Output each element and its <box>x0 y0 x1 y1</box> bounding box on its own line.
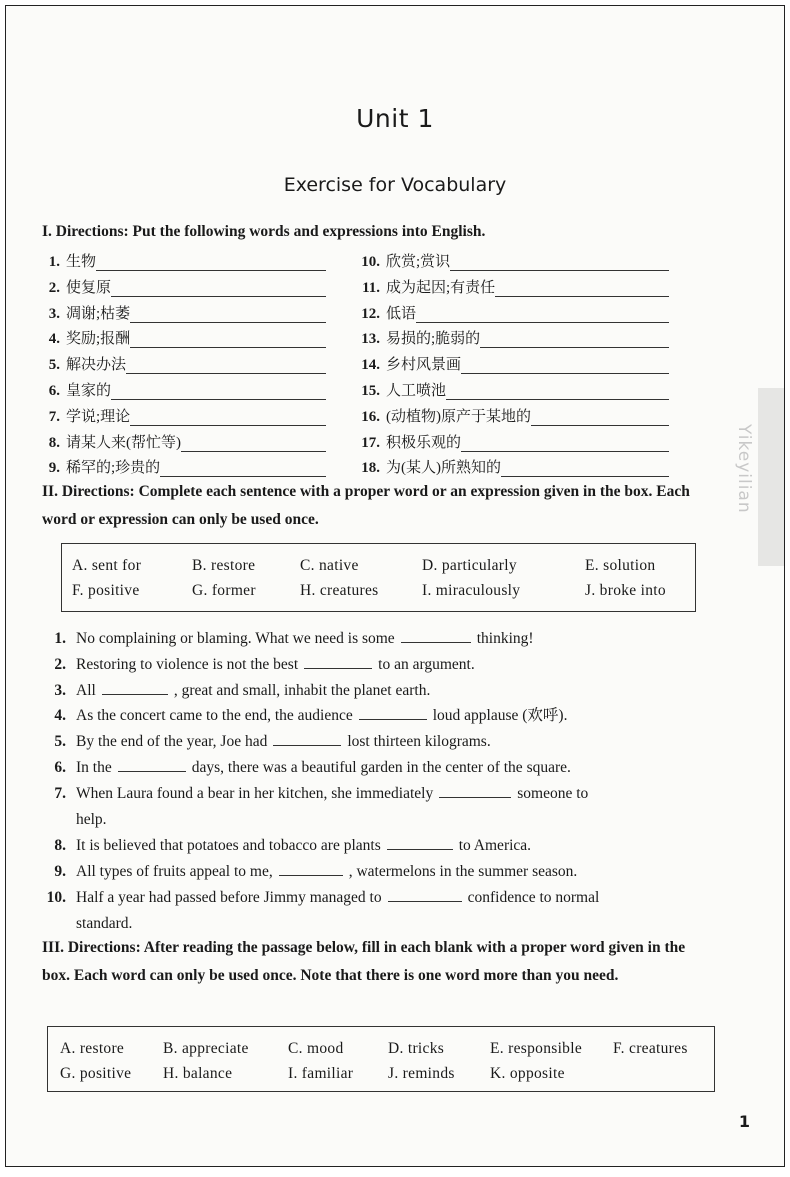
answer-blank[interactable] <box>160 462 326 477</box>
sentence <box>42 729 722 755</box>
sentence-text: By the end of the year, Joe had <box>76 733 268 751</box>
item-number: 4. <box>48 331 60 348</box>
word-option: G. positive <box>60 1065 132 1082</box>
section3-directions: III. Directions: After reading the passage below, fill in each blank with a proper word given in the box. Each word can only be used once. Note that there is one word more than you need. <box>42 939 686 984</box>
item-text: 乡村风景画 <box>386 357 462 374</box>
sentence-text: thinking! <box>476 630 534 647</box>
vocab-item <box>42 249 326 271</box>
sentence-text: confidence to normal <box>467 888 600 906</box>
word-option: F. positive <box>72 582 140 599</box>
vocab-item <box>42 404 326 426</box>
sentence <box>42 652 722 678</box>
item-text: 解决办法 <box>66 357 127 374</box>
word-option: D. tricks <box>388 1040 445 1057</box>
sentence-text: It is believed that potatoes and tobacco are plants <box>76 837 381 855</box>
item-number: 17. <box>361 434 380 451</box>
sentence-text: to an argument. <box>378 655 475 673</box>
sentence-number: 5. <box>54 733 66 751</box>
item-number: 7. <box>48 408 60 425</box>
sentence-text: As the concert came to the end, the audience <box>76 707 353 725</box>
item-text: 欣赏;赏识 <box>386 254 451 270</box>
sentence-text: to America. <box>458 837 532 855</box>
item-number: 18. <box>361 460 380 477</box>
sentence-text: All <box>76 681 96 699</box>
answer-blank[interactable] <box>416 308 669 323</box>
answer-blank[interactable] <box>279 861 343 876</box>
sentence-text: days, there was a beautiful garden in the center of the square. <box>191 759 571 776</box>
vocab-item <box>356 352 669 374</box>
item-number: 14. <box>361 357 380 374</box>
answer-blank[interactable] <box>450 256 669 271</box>
item-number: 3. <box>48 305 60 322</box>
side-tab <box>758 388 784 566</box>
answer-blank[interactable] <box>102 680 168 695</box>
unit-title: Unit 1 <box>356 104 434 133</box>
sentence <box>42 755 722 781</box>
item-text: 奖励;报酬 <box>66 331 131 348</box>
sentence <box>42 626 722 652</box>
item-number: 9. <box>48 460 60 477</box>
sentence-text: No complaining or blaming. What we need is some <box>76 630 395 647</box>
vocab-item <box>356 326 669 348</box>
item-text: 易损的;脆弱的 <box>386 331 481 348</box>
word-option: C. mood <box>288 1040 344 1057</box>
vocab-item <box>42 301 326 323</box>
vocab-item <box>42 430 326 452</box>
word-box-section2 <box>61 543 696 612</box>
word-option: H. balance <box>163 1065 233 1082</box>
vocab-item <box>356 378 669 400</box>
item-text: 生物 <box>66 254 97 270</box>
answer-blank[interactable] <box>387 835 453 850</box>
item-text: 稀罕的;珍贵的 <box>66 460 161 477</box>
vocab-item <box>42 455 326 477</box>
sentence-text: Half a year had passed before Jimmy managed to <box>76 888 382 906</box>
vocab-item <box>42 378 326 400</box>
exercise-title: Exercise for Vocabulary <box>283 174 507 196</box>
answer-blank[interactable] <box>273 731 341 746</box>
item-number: 16. <box>361 408 380 425</box>
item-number: 15. <box>361 383 380 399</box>
sentence-number: 2. <box>54 655 66 673</box>
word-option: F. creatures <box>613 1040 688 1057</box>
item-text: 人工喷池 <box>386 383 447 399</box>
item-text: 凋谢;枯萎 <box>66 305 131 322</box>
sentence <box>42 833 722 859</box>
item-text: 学说;理论 <box>66 408 131 425</box>
item-number: 6. <box>48 383 60 399</box>
vocab-item <box>356 275 669 297</box>
sentence-text: In the <box>76 759 112 776</box>
sentence-text: Restoring to violence is not the best <box>76 655 299 673</box>
answer-blank[interactable] <box>501 462 669 477</box>
sentence <box>42 703 722 729</box>
vocab-item <box>356 301 669 323</box>
item-number: 11. <box>362 279 380 296</box>
section2-directions: II. Directions: Complete each sentence with a proper word or an expression given in the box. Each word or expression can only be used once. <box>42 483 690 528</box>
sentence-number: 7. <box>54 784 66 802</box>
sentence <box>42 859 722 885</box>
answer-blank[interactable] <box>118 757 186 772</box>
sentence-continuation: standard. <box>76 914 133 932</box>
sentence-text: , great and small, inhabit the planet earth. <box>173 681 431 699</box>
vocab-item <box>42 275 326 297</box>
sentence-text: lost thirteen kilograms. <box>347 733 491 751</box>
vocab-item <box>42 352 326 374</box>
word-option: E. responsible <box>490 1040 583 1057</box>
sentence-text: someone to <box>517 784 589 802</box>
item-text: 成为起因;有责任 <box>386 279 496 296</box>
word-option: B. restore <box>192 557 256 574</box>
answer-blank[interactable] <box>130 411 326 426</box>
answer-blank[interactable] <box>126 359 326 374</box>
answer-blank[interactable] <box>439 783 511 798</box>
item-number: 10. <box>361 254 380 270</box>
answer-blank[interactable] <box>181 437 326 452</box>
sentence <box>42 678 722 704</box>
answer-blank[interactable] <box>388 887 462 902</box>
answer-blank[interactable] <box>96 256 326 271</box>
word-box-section3 <box>47 1026 715 1092</box>
word-option: A. sent for <box>72 557 142 574</box>
word-option: I. miraculously <box>422 582 521 599</box>
vocab-item <box>42 326 326 348</box>
word-option: G. former <box>192 582 256 599</box>
item-number: 2. <box>48 279 60 296</box>
item-number: 12. <box>361 305 380 322</box>
sentence <box>42 885 722 937</box>
item-text: 为(某人)所熟知的 <box>386 460 501 477</box>
sentence-text: When Laura found a bear in her kitchen, she immediately <box>76 784 434 802</box>
word-option: C. native <box>300 557 359 574</box>
answer-blank[interactable] <box>130 333 326 348</box>
word-option: K. opposite <box>490 1065 565 1082</box>
worksheet-page <box>5 5 785 1167</box>
item-text: (动植物)原产于某地的 <box>386 408 531 425</box>
item-number: 5. <box>48 357 60 374</box>
sentence-number: 6. <box>54 759 66 776</box>
sentence-number: 3. <box>54 681 66 699</box>
sentence <box>42 781 722 833</box>
page-number: 1 <box>738 1112 750 1131</box>
item-number: 13. <box>361 331 380 348</box>
answer-blank[interactable] <box>111 385 326 400</box>
item-text: 请某人来(帮忙等) <box>66 434 181 451</box>
item-text: 积极乐观的 <box>386 434 462 451</box>
sentence-number: 1. <box>54 630 66 647</box>
word-option: J. reminds <box>388 1065 455 1082</box>
answer-blank[interactable] <box>461 359 669 374</box>
answer-blank[interactable] <box>461 437 669 452</box>
vocab-item <box>356 404 669 426</box>
word-option: A. restore <box>60 1040 125 1057</box>
item-number: 8. <box>48 434 60 451</box>
item-text: 皇家的 <box>66 383 112 399</box>
sentence-continuation: help. <box>76 810 107 828</box>
word-option: H. creatures <box>300 582 379 599</box>
vocab-item <box>356 430 669 452</box>
word-option: I. familiar <box>288 1065 354 1082</box>
answer-blank[interactable] <box>446 385 669 400</box>
sentence-number: 9. <box>54 862 66 880</box>
side-watermark: Yikeyilian <box>734 424 754 514</box>
sentence-number: 4. <box>54 707 66 725</box>
item-number: 1. <box>48 254 60 270</box>
answer-blank[interactable] <box>130 308 326 323</box>
vocab-item <box>356 249 669 271</box>
answer-blank[interactable] <box>480 333 669 348</box>
answer-blank[interactable] <box>531 411 669 426</box>
sentence-text: , watermelons in the summer season. <box>348 862 578 880</box>
word-option: J. broke into <box>585 582 666 599</box>
sentence-text: loud applause (欢呼). <box>432 707 568 725</box>
sentence-number: 10. <box>46 888 66 906</box>
item-text: 低语 <box>386 305 417 322</box>
vocab-item <box>356 455 669 477</box>
answer-blank[interactable] <box>401 628 471 643</box>
sentence-text: All types of fruits appeal to me, <box>76 862 273 880</box>
answer-blank[interactable] <box>111 282 326 297</box>
word-option: D. particularly <box>422 557 517 574</box>
answer-blank[interactable] <box>495 282 669 297</box>
answer-blank[interactable] <box>304 654 372 669</box>
word-option: E. solution <box>585 557 656 574</box>
word-option: B. appreciate <box>163 1040 249 1057</box>
sentence-number: 8. <box>54 837 66 855</box>
section1-directions: I. Directions: Put the following words and expressions into English. <box>42 223 486 240</box>
item-text: 使复原 <box>66 279 112 296</box>
answer-blank[interactable] <box>359 705 427 720</box>
